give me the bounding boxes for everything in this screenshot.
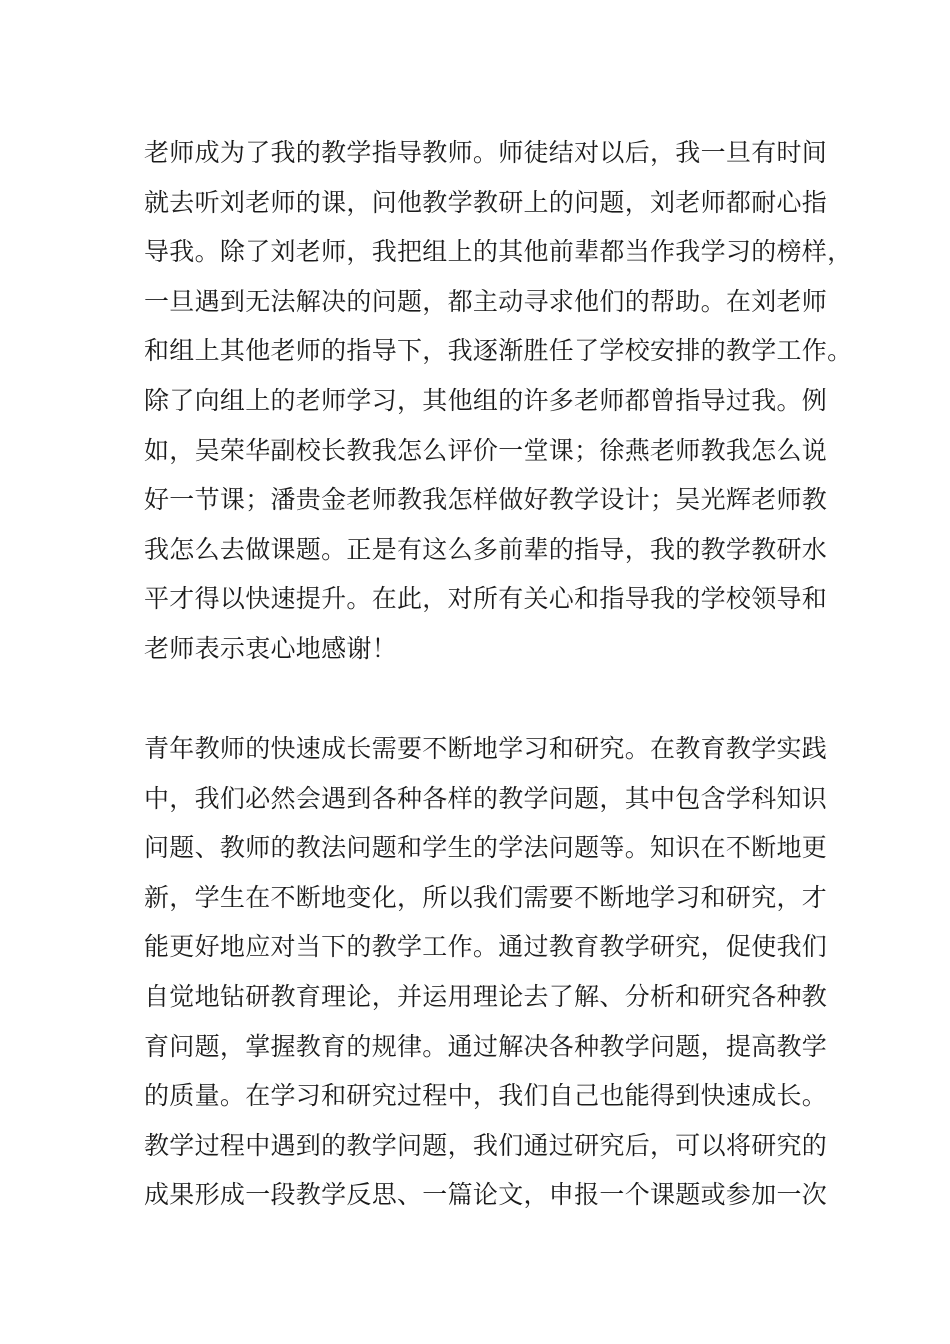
text-line: 的质量。在学习和研究过程中，我们自己也能得到快速成长。 (144, 1081, 828, 1111)
text-line: 如，吴荣华副校长教我怎么评价一堂课；徐燕老师教我怎么说 (144, 435, 828, 465)
text-line: 就去听刘老师的课，问他教学教研上的问题，刘老师都耐心指 (144, 187, 828, 217)
text-line: 除了向组上的老师学习，其他组的许多老师都曾指导过我。例 (144, 385, 828, 415)
text-line: 老师成为了我的教学指导教师。师徒结对以后，我一旦有时间 (144, 138, 828, 167)
text-line: 青年教师的快速成长需要不断地学习和研究。在教育教学实践 (144, 734, 828, 763)
paragraph-learning-research (144, 724, 828, 1220)
text-line: 好一节课；潘贵金老师教我怎样做好教学设计；吴光辉老师教 (144, 485, 828, 515)
text-line: 中，我们必然会遇到各种各样的教学问题，其中包含学科知识 (144, 783, 828, 813)
paragraph-mentorship (144, 128, 853, 674)
text-line: 导我。除了刘老师，我把组上的其他前辈都当作我学习的榜样， (144, 237, 853, 267)
text-line: 育问题，掌握教育的规律。通过解决各种教学问题，提高教学 (144, 1031, 828, 1061)
text-line: 教学过程中遇到的教学问题，我们通过研究后，可以将研究的 (144, 1130, 828, 1160)
text-line: 平才得以快速提升。在此，对所有关心和指导我的学校领导和 (144, 584, 828, 614)
text-line: 和组上其他老师的指导下，我逐渐胜任了学校安排的教学工作。 (144, 336, 853, 366)
text-line: 问题、教师的教法问题和学生的学法问题等。知识在不断地更 (144, 833, 828, 863)
text-line: 一旦遇到无法解决的问题，都主动寻求他们的帮助。在刘老师 (144, 286, 828, 316)
text-line: 老师表示衷心地感谢！ (144, 633, 398, 663)
text-line: 新，学生在不断地变化，所以我们需要不断地学习和研究，才 (144, 882, 828, 912)
text-line: 我怎么去做课题。正是有这么多前辈的指导，我的教学教研水 (144, 534, 828, 564)
text-line: 成果形成一段教学反思、一篇论文，申报一个课题或参加一次 (144, 1180, 828, 1210)
text-line: 自觉地钻研教育理论，并运用理论去了解、分析和研究各种教 (144, 981, 828, 1011)
text-line: 能更好地应对当下的教学工作。通过教育教学研究，促使我们 (144, 932, 828, 962)
